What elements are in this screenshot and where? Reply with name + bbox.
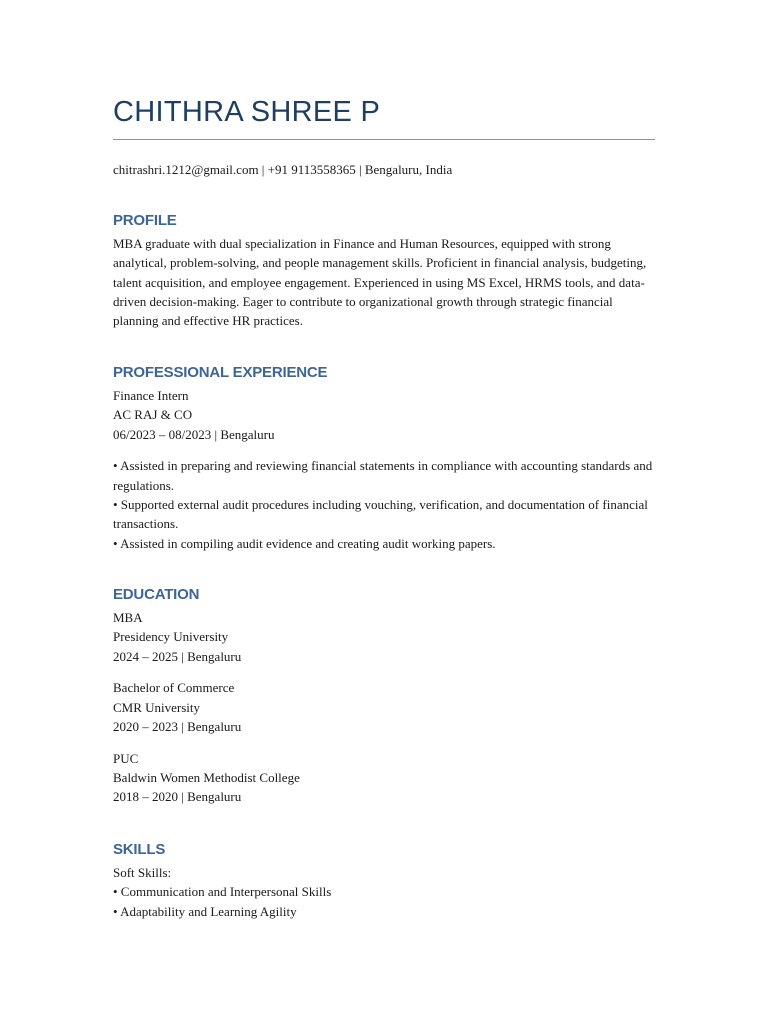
education-degree: MBA [113, 610, 143, 625]
education-institution: CMR University [113, 699, 201, 715]
education-period: 2024 – 2025 | Bengaluru [113, 648, 242, 664]
experience-role: Finance Intern [113, 388, 189, 403]
experience-section [113, 363, 655, 553]
experience-company: AC RAJ & CO [113, 407, 193, 423]
education-entry [113, 749, 655, 807]
skills-section [113, 840, 655, 921]
education-entry [113, 608, 655, 666]
profile-section [113, 211, 655, 330]
profile-heading: PROFILE [113, 212, 177, 229]
experience-bullet: • Supported external audit procedures including vouching, verification, and documentation of financial transactions. [113, 496, 648, 532]
education-entry [113, 678, 655, 736]
education-heading: EDUCATION [113, 586, 200, 603]
education-period: 2020 – 2023 | Bengaluru [113, 718, 242, 734]
profile-text: MBA graduate with dual specialization in Finance and Human Resources, equipped with strong analytical, problem-solving, and people management skills. Proficient in financial analysis, budgeting, talent acquisition, and employee engagement. Experienced in using MS Excel, HRMS tools, and data-driven decision-making. Eager to contribute to organizational growth through strategic financial planning and effective HR practices. [113, 236, 647, 329]
skill-item: • Adaptability and Learning Agility [113, 903, 297, 919]
education-degree: PUC [113, 750, 139, 766]
education-institution: Presidency University [113, 629, 229, 645]
education-section [113, 585, 655, 807]
header-divider [113, 139, 655, 140]
candidate-name: CHITHRA SHREE P [113, 96, 381, 128]
contact-line: chitrashri.1212@gmail.com | +91 9113558365 | Bengaluru, India [113, 162, 453, 177]
experience-bullet: • Assisted in preparing and reviewing financial statements in compliance with accounting standards and regulations. [113, 458, 653, 493]
soft-skills-label: Soft Skills: [113, 865, 172, 880]
skills-heading: SKILLS [113, 841, 166, 858]
education-period: 2018 – 2020 | Bengaluru [113, 789, 242, 805]
experience-bullet: • Assisted in compiling audit evidence and creating audit working papers. [113, 535, 496, 551]
experience-period: 06/2023 – 08/2023 | Bengaluru [113, 426, 275, 442]
education-institution: Baldwin Women Methodist College [113, 770, 300, 786]
education-degree: Bachelor of Commerce [113, 680, 235, 696]
experience-heading: PROFESSIONAL EXPERIENCE [113, 364, 328, 381]
skill-item: • Communication and Interpersonal Skills [113, 884, 332, 900]
